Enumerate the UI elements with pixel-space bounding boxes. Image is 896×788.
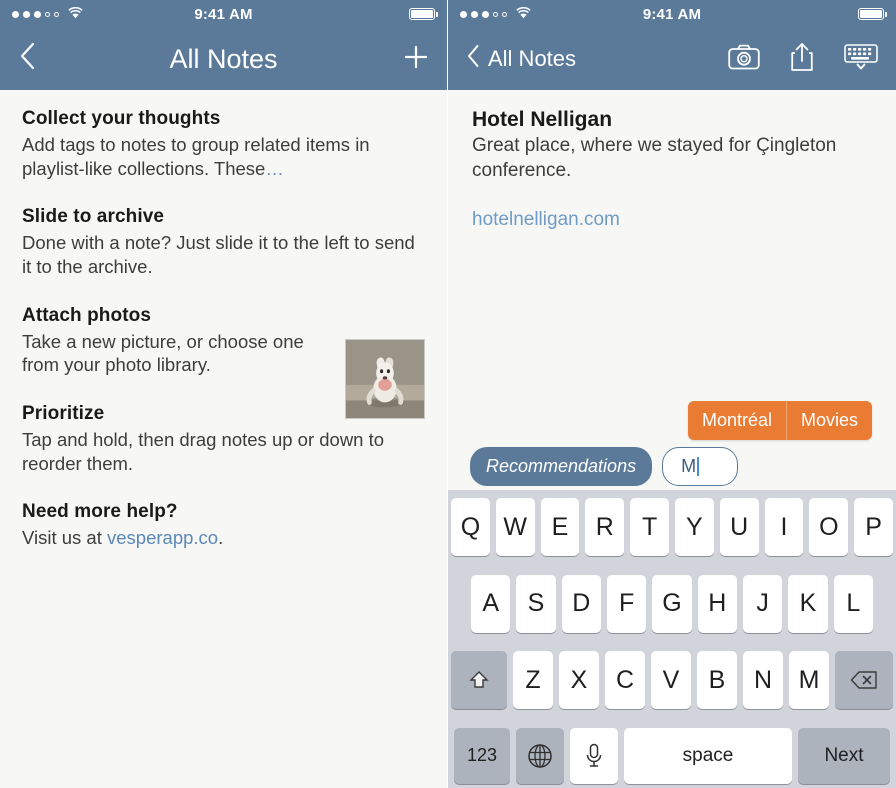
note-ellipsis: …: [265, 157, 284, 179]
note-title: Need more help?: [22, 501, 178, 523]
keyboard-dismiss-icon[interactable]: [844, 44, 878, 75]
tag-input[interactable]: [662, 447, 738, 486]
key-i[interactable]: I: [765, 498, 804, 556]
key-k[interactable]: K: [788, 575, 827, 633]
keyboard-row-3: [451, 651, 893, 709]
right-phone-screen: [448, 0, 896, 788]
keyboard-row-2: [451, 575, 893, 633]
text-caret: [697, 457, 699, 476]
list-item[interactable]: [22, 501, 425, 550]
status-bar-time: 9:41 AM: [194, 5, 253, 23]
camera-icon[interactable]: [728, 44, 760, 75]
key-s[interactable]: S: [516, 575, 555, 633]
key-r[interactable]: R: [585, 498, 624, 556]
note-title: Attach photos: [22, 304, 152, 326]
status-bar-time: 9:41 AM: [642, 5, 702, 23]
key-b[interactable]: B: [697, 651, 737, 709]
battery-indicator: [409, 8, 435, 20]
back-button[interactable]: [466, 44, 576, 74]
key-p[interactable]: P: [854, 498, 893, 556]
key-d[interactable]: D: [562, 575, 601, 633]
list-item[interactable]: [22, 305, 425, 377]
status-bar-left: [0, 0, 447, 28]
note-title: Collect your thoughts: [22, 108, 221, 129]
note-body: Done with a note? Just slide it to the left to send it to the archive.: [22, 232, 415, 278]
back-button-label: All Notes: [488, 46, 577, 71]
key-l[interactable]: L: [834, 575, 873, 633]
key-next[interactable]: Next: [798, 728, 890, 784]
tag-chip-recommendations[interactable]: Recommendations: [470, 447, 652, 486]
note-detail-body: Great place, where we stayed for Çingleton conference.: [472, 135, 837, 181]
note-detail[interactable]: [448, 90, 896, 231]
battery-full-icon: [858, 8, 884, 20]
notes-list: [0, 90, 447, 550]
tag-suggestion-movies[interactable]: Movies: [786, 401, 872, 440]
chevron-left-icon: [466, 44, 480, 74]
note-title: Slide to archive: [22, 206, 165, 228]
backspace-icon[interactable]: [835, 651, 893, 709]
tag-row: [470, 447, 874, 486]
key-f[interactable]: F: [607, 575, 646, 633]
key-n[interactable]: N: [743, 651, 783, 709]
keyboard-row-1: [451, 498, 893, 556]
shift-icon[interactable]: [451, 651, 507, 709]
microphone-icon[interactable]: [570, 728, 618, 784]
key-e[interactable]: E: [541, 498, 580, 556]
tag-suggestion-montreal[interactable]: Montréal: [701, 410, 772, 430]
key-h[interactable]: H: [698, 575, 737, 633]
on-screen-keyboard: [448, 490, 896, 788]
key-t[interactable]: T: [630, 498, 669, 556]
tag-editor: [448, 410, 896, 486]
note-body: Add tags to notes to group related items in playlist-like collections. These…: [22, 134, 370, 179]
share-icon[interactable]: [790, 42, 814, 77]
key-c[interactable]: C: [605, 651, 645, 709]
page-title: All Notes: [169, 43, 278, 74]
key-x[interactable]: X: [559, 651, 599, 709]
note-detail-link[interactable]: hotelnelligan.com: [472, 209, 620, 231]
key-numbers[interactable]: 123: [454, 728, 510, 784]
vesper-link[interactable]: vesperapp.co: [107, 527, 219, 549]
list-item[interactable]: [22, 108, 425, 180]
key-q[interactable]: Q: [451, 498, 490, 556]
note-body: Visit us at vesperapp.co.: [22, 527, 224, 549]
status-bar-right: [448, 0, 896, 28]
key-space[interactable]: space: [624, 728, 792, 784]
plus-icon[interactable]: [403, 42, 429, 76]
key-o[interactable]: O: [809, 498, 848, 556]
list-item[interactable]: [22, 403, 425, 475]
note-detail-title: Hotel Nelligan: [472, 108, 613, 131]
tag-suggestion-popover: [688, 401, 872, 440]
key-w[interactable]: W: [496, 498, 535, 556]
note-body: Tap and hold, then drag notes up or down to reorder them.: [22, 429, 385, 474]
globe-icon[interactable]: [516, 728, 564, 784]
key-a[interactable]: A: [471, 575, 510, 633]
battery-full-icon: [409, 8, 435, 20]
key-u[interactable]: U: [720, 498, 759, 556]
navigation-bar-left: [0, 28, 447, 90]
keyboard-row-4: [451, 728, 893, 784]
battery-indicator: [858, 8, 884, 20]
note-body: Take a new picture, or choose one from your photo library.: [22, 330, 304, 376]
navbar-actions: [728, 42, 878, 77]
navigation-bar-right: [448, 28, 896, 90]
tag-input-value: M: [681, 456, 697, 476]
key-y[interactable]: Y: [675, 498, 714, 556]
key-z[interactable]: Z: [513, 651, 553, 709]
key-g[interactable]: G: [652, 575, 691, 633]
key-j[interactable]: J: [743, 575, 782, 633]
list-item[interactable]: [22, 206, 425, 278]
key-m[interactable]: M: [789, 651, 829, 709]
chevron-left-icon[interactable]: [18, 41, 36, 77]
note-title: Prioritize: [22, 403, 105, 425]
key-v[interactable]: V: [651, 651, 691, 709]
